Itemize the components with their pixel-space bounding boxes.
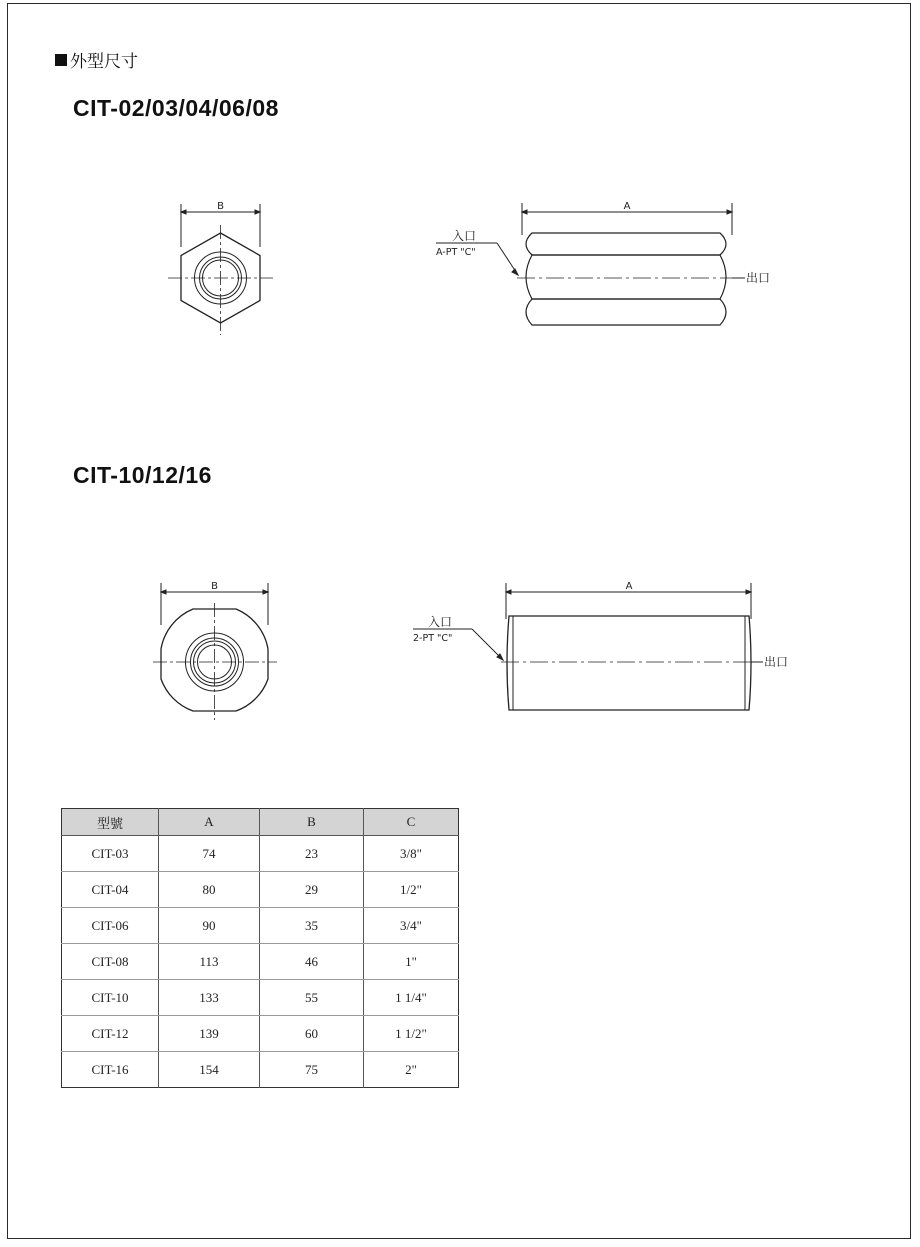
cell-a: 154 [159,1052,260,1088]
group2-side-dim-a: A [625,581,633,592]
group2-inlet-label: 入口 [428,615,453,629]
table-row [62,1016,459,1052]
table-row [62,980,459,1016]
cell-model: CIT-16 [91,1061,129,1077]
cell-b: 55 [260,980,364,1016]
header-b: B [260,809,364,836]
group1-title: CIT-02/03/04/06/08 [73,95,279,121]
table-row [62,908,459,944]
cell-a: 74 [159,836,260,872]
group1-inlet-spec: A-PT "C" [436,247,476,258]
cell-b: 60 [260,1016,364,1052]
table-row [62,944,459,980]
cell-b: 46 [260,944,364,980]
group1-outlet-label: 出口 [746,271,771,285]
section-heading-text: 外型尺寸 [70,52,138,72]
group2-round-front-view [150,575,285,725]
cell-c: 1 1/2" [364,1016,459,1052]
header-a: A [159,809,260,836]
cell-b: 35 [260,908,364,944]
cell-model: CIT-12 [62,1016,159,1052]
cell-a: 133 [159,980,260,1016]
cell-model: CIT-10 [62,980,159,1016]
cell-a: 90 [159,908,260,944]
group2-inlet-spec: 2-PT "C" [413,633,453,644]
cell-model: CIT-06 [62,908,159,944]
cell-c: 2" [364,1052,459,1088]
group2-round-side-view [405,575,805,720]
cell-a: 80 [159,872,260,908]
table-row [62,836,459,872]
cell-c: 1 1/4" [364,980,459,1016]
group1-hex-front-view [160,195,280,345]
cell-b: 29 [260,872,364,908]
cell-c: 3/8" [364,836,459,872]
group2-front-dim-b: B [211,581,218,592]
group1-front-dim-b: B [217,201,224,212]
cell-b: 23 [260,836,364,872]
dimension-table [61,808,459,1088]
cell-c: 3/4" [364,908,459,944]
table-row [62,872,459,908]
section-heading [55,47,138,72]
table-header-row [62,809,459,836]
table-row [62,1052,459,1088]
group1-inlet-label: 入口 [452,229,477,243]
cell-model: CIT-04 [62,872,159,908]
cell-b: 75 [260,1052,364,1088]
group2-title: CIT-10/12/16 [73,462,212,488]
cell-a: 139 [159,1016,260,1052]
cell-model: CIT-08 [62,944,159,980]
header-model: 型號 [62,809,159,836]
cell-model: CIT-03 [62,836,159,872]
group1-hex-side-view [405,195,785,335]
cell-c: 1/2" [364,872,459,908]
cell-a: 113 [159,944,260,980]
group2-outlet-label: 出口 [764,655,789,669]
cell-c: 1" [364,944,459,980]
square-bullet-icon [55,54,67,66]
group1-side-dim-a: A [623,201,631,212]
header-c: C [364,809,459,836]
